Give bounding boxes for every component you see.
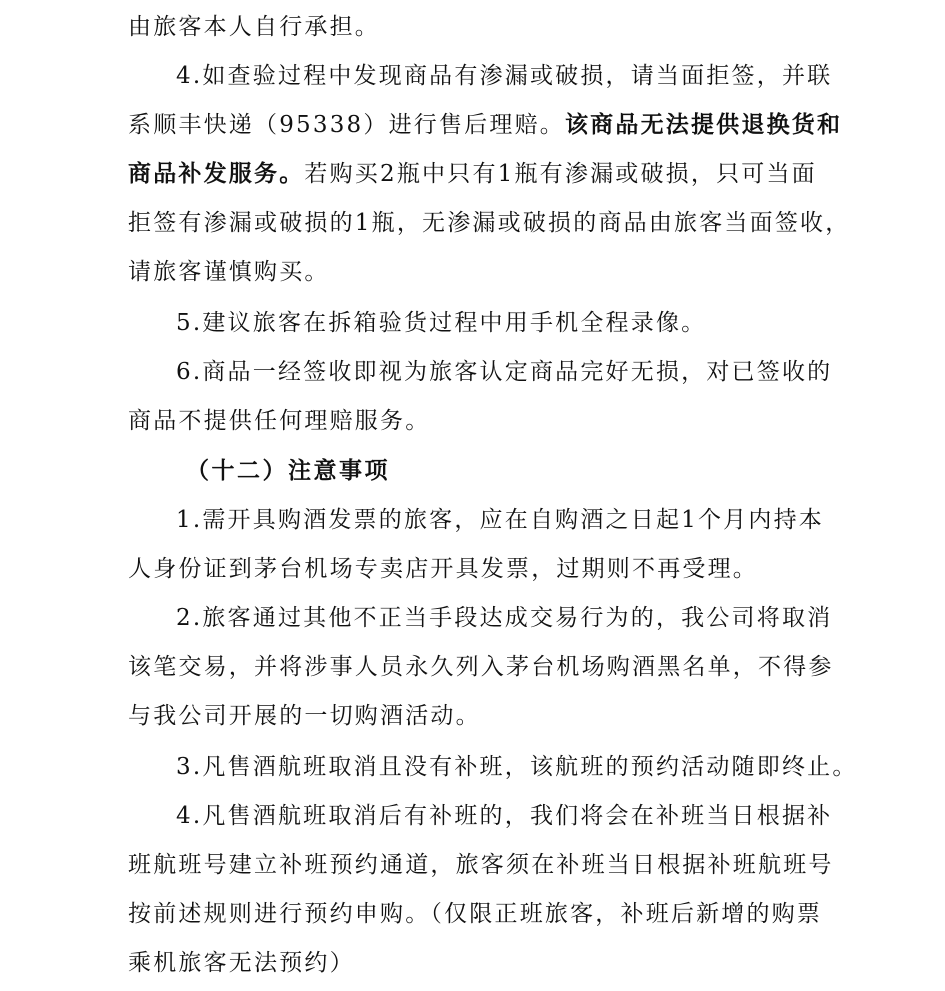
- bold-notice-text: 商品补发服务。: [128, 160, 305, 187]
- paragraph-line: 乘机旅客无法预约）: [128, 950, 355, 976]
- paragraph-line: 1.需开具购酒发票的旅客，应在自购酒之日起1个月内持本: [176, 507, 824, 533]
- paragraph-line: [128, 110, 843, 140]
- paragraph-line: 与我公司开展的一切购酒活动。: [128, 703, 481, 729]
- paragraph-line: 拒签有渗漏或破损的1瓶，无渗漏或破损的商品由旅客当面签收，: [128, 210, 851, 236]
- paragraph-line: 6.商品一经签收即视为旅客认定商品完好无损，对已签收的: [176, 359, 833, 385]
- paragraph-line: 该笔交易，并将涉事人员永久列入茅台机场购酒黑名单，不得参: [128, 654, 834, 680]
- paragraph-line: 商品不提供任何理赔服务。: [128, 408, 431, 434]
- paragraph-line: 班航班号建立补班预约通道，旅客须在补班当日根据补班航班号: [128, 852, 834, 878]
- line-text: 若购买2瓶中只有1瓶有渗漏或破损，只可当面: [304, 161, 817, 187]
- paragraph-line: 5.建议旅客在拆箱验货过程中用手机全程录像。: [176, 310, 707, 336]
- bold-notice-text: 该商品无法提供退换货和: [564, 111, 843, 138]
- paragraph-line: 4.如查验过程中发现商品有渗漏或破损，请当面拒签，并联: [176, 63, 833, 89]
- section-heading: （十二）注意事项: [186, 457, 390, 484]
- line-text: 系顺丰快递（95338）进行售后理赔。: [128, 112, 565, 138]
- paragraph-line: [128, 159, 828, 189]
- paragraph-line: 请旅客谨慎购买。: [128, 259, 330, 285]
- paragraph-line: 3.凡售酒航班取消且没有补班，该航班的预约活动随即终止。: [176, 754, 858, 780]
- paragraph-line: 由旅客本人自行承担。: [128, 14, 380, 40]
- paragraph-line: 2.旅客通过其他不正当手段达成交易行为的，我公司将取消: [176, 605, 833, 631]
- paragraph-line: 按前述规则进行预约申购。（仅限正班旅客，补班后新增的购票: [128, 901, 823, 927]
- paragraph-line: 人身份证到茅台机场专卖店开具发票，过期则不再受理。: [128, 556, 758, 582]
- paragraph-line: 4.凡售酒航班取消后有补班的，我们将会在补班当日根据补: [176, 803, 833, 829]
